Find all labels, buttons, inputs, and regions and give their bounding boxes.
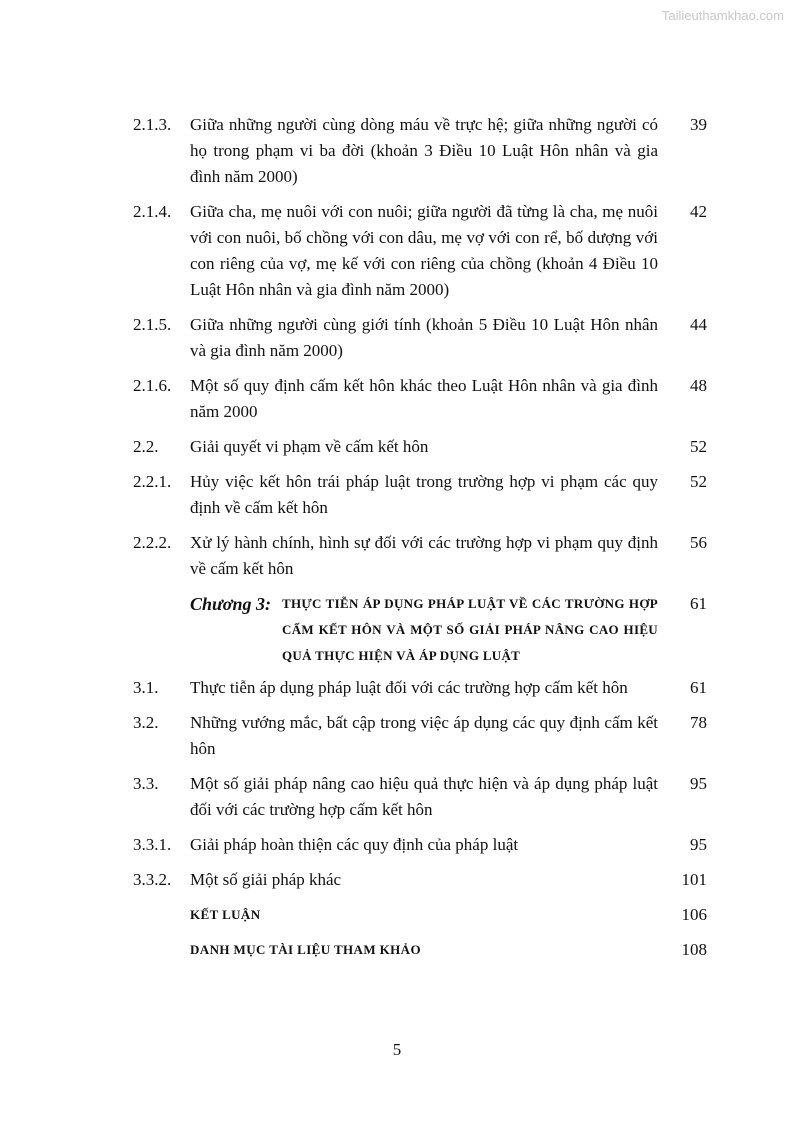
entry-number: 2.1.6. xyxy=(133,376,172,395)
entry-page: 52 xyxy=(690,472,707,491)
toc-entry-2-1-6 xyxy=(0,373,794,425)
entry-page: 44 xyxy=(690,315,707,334)
entry-title: DANH MỤC TÀI LIỆU THAM KHẢO xyxy=(190,942,421,957)
entry-page: 52 xyxy=(690,437,707,456)
toc-entry-2-1-3 xyxy=(0,112,794,190)
entry-page: 78 xyxy=(690,713,707,732)
entry-number: 3.2. xyxy=(133,713,159,732)
entry-title: Giải quyết vi phạm về cấm kết hôn xyxy=(190,437,429,456)
entry-page: 108 xyxy=(681,940,707,959)
entry-number: 2.1.3. xyxy=(133,115,172,134)
entry-page: 95 xyxy=(690,835,707,854)
chapter-title: THỰC TIỄN ÁP DỤNG PHÁP LUẬT VỀ CÁC TRƯỜNG HỢP CẤM KẾT HÔN VÀ MỘT SỐ GIẢI PHÁP NÂNG CAO HIỆU QUẢ THỰC HIỆN VÀ ÁP DỤNG LUẬT xyxy=(282,596,658,663)
table-of-contents xyxy=(0,112,794,963)
entry-title: KẾT LUẬN xyxy=(190,907,261,922)
entry-number: 3.1. xyxy=(133,678,159,697)
toc-entry-3-2 xyxy=(0,710,794,762)
toc-entry-2-1-5 xyxy=(0,312,794,364)
toc-references xyxy=(0,937,794,963)
toc-entry-3-1 xyxy=(0,675,794,701)
entry-title: Giữa những người cùng giới tính (khoản 5 Điều 10 Luật Hôn nhân và gia đình năm 2000) xyxy=(190,315,658,360)
entry-page: 56 xyxy=(690,533,707,552)
toc-entry-2-2-2 xyxy=(0,530,794,582)
toc-chapter-3 xyxy=(0,591,794,669)
entry-page: 106 xyxy=(681,905,707,924)
entry-page: 39 xyxy=(690,115,707,134)
entry-title: Hủy việc kết hôn trái pháp luật trong trường hợp vi phạm các quy định về cấm kết hôn xyxy=(190,472,658,517)
entry-number: 3.3.1. xyxy=(133,835,172,854)
entry-title: Một số giải pháp nâng cao hiệu quả thực hiện và áp dụng pháp luật đối với các trường hợp cấm kết hôn xyxy=(190,774,658,819)
toc-entry-3-3 xyxy=(0,771,794,823)
entry-page: 95 xyxy=(690,774,707,793)
entry-page: 42 xyxy=(690,202,707,221)
watermark: Tailieuthamkhao.com xyxy=(661,8,784,23)
entry-title: Giữa những người cùng dòng máu về trực hệ; giữa những người có họ trong phạm vi ba đời (khoản 3 Điều 10 Luật Hôn nhân và gia đình năm 2000) xyxy=(190,115,658,186)
toc-entry-3-3-2 xyxy=(0,867,794,893)
toc-entry-2-1-4 xyxy=(0,199,794,303)
entry-page: 61 xyxy=(690,594,707,613)
entry-number: 3.3. xyxy=(133,774,159,793)
toc-conclusion xyxy=(0,902,794,928)
entry-page: 101 xyxy=(681,870,707,889)
entry-page: 48 xyxy=(690,376,707,395)
entry-number: 2.2.1. xyxy=(133,472,172,491)
entry-number: 3.3.2. xyxy=(133,870,172,889)
entry-title: Giữa cha, mẹ nuôi với con nuôi; giữa người đã từng là cha, mẹ nuôi với con nuôi, bố chồng với con dâu, mẹ vợ với con rể, bố dượng với con riêng của vợ, mẹ kế với con riêng của chồng (khoản 4 Điều 10 Luật Hôn nhân và gia đình năm 2000) xyxy=(190,202,658,299)
entry-number: 2.1.5. xyxy=(133,315,172,334)
entry-number: 2.2.2. xyxy=(133,533,172,552)
entry-title: Một số quy định cấm kết hôn khác theo Luật Hôn nhân và gia đình năm 2000 xyxy=(190,376,658,421)
entry-number: 2.1.4. xyxy=(133,202,172,221)
entry-title: Xử lý hành chính, hình sự đối với các trường hợp vi phạm quy định về cấm kết hôn xyxy=(190,533,658,578)
entry-page: 61 xyxy=(690,678,707,697)
toc-entry-2-2 xyxy=(0,434,794,460)
entry-title: Những vướng mắc, bất cập trong việc áp dụng các quy định cấm kết hôn xyxy=(190,713,658,758)
page-number: 5 xyxy=(392,1040,402,1059)
entry-title: Thực tiễn áp dụng pháp luật đối với các trường hợp cấm kết hôn xyxy=(190,678,628,697)
chapter-label: Chương 3: xyxy=(190,594,271,614)
entry-title: Một số giải pháp khác xyxy=(190,870,342,889)
entry-number: 2.2. xyxy=(133,437,159,456)
toc-entry-3-3-1 xyxy=(0,832,794,858)
toc-entry-2-2-1 xyxy=(0,469,794,521)
entry-title: Giải pháp hoàn thiện các quy định của pháp luật xyxy=(190,835,519,854)
